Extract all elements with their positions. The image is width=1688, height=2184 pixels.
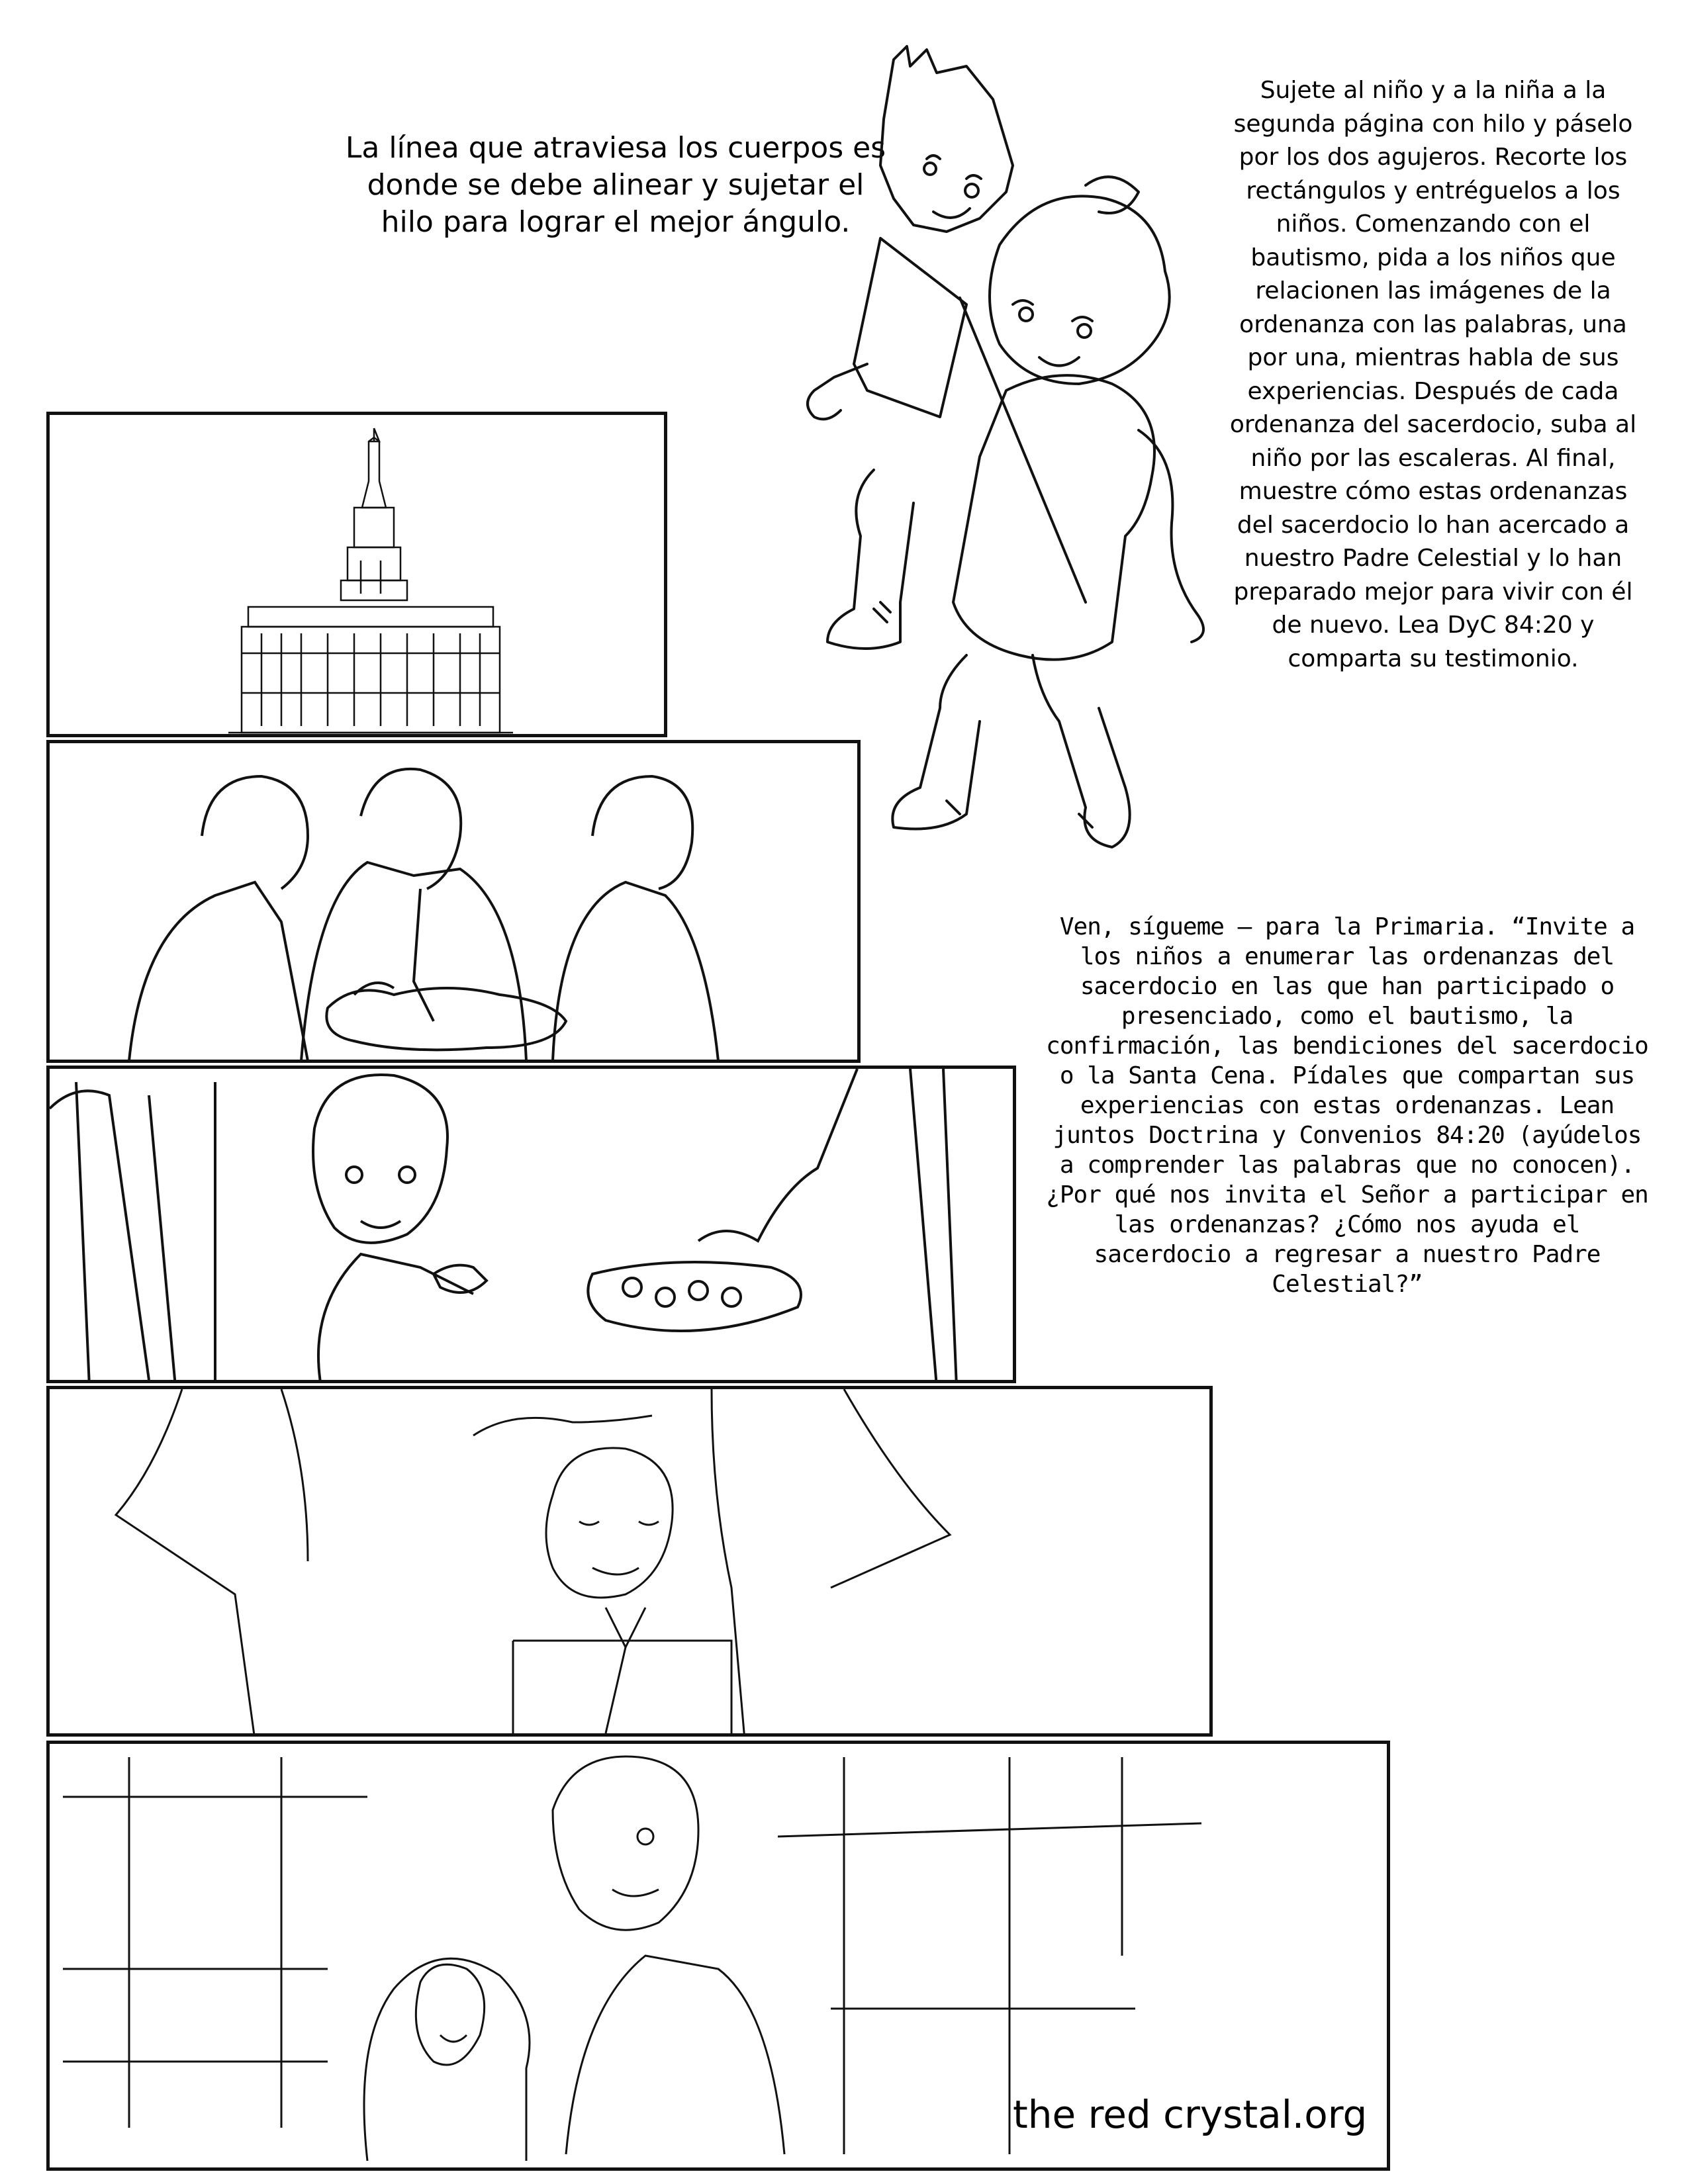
- panel-sacrament[interactable]: [46, 1066, 1016, 1383]
- site-credit: the red crystal.org: [1013, 2092, 1368, 2137]
- alignment-note: La línea que atraviesa los cuerpos es donde se debe alinear y sujetar el hilo para lograr el mejor ángulo.: [345, 131, 886, 239]
- primary-quote-text: Ven, sígueme – para la Primaria. “Invite a los niños a enumerar las ordenanzas del sacerdocio en las que han participado o presenciado, como el bautismo, la confirmación, las bendiciones del sacerdocio o la Santa Cena. Pídales que compartan sus experiencias con estas ordenanzas. Lean juntos Doctrina y Convenios 84:20 (ayúdelos a comprender las palabras que no conocen). ¿Por qué nos invita el Señor a participar en las ordenanzas? ¿Cómo nos ayuda el sacerdocio a regresar a nuestro Padre Celestial?”: [1046, 913, 1648, 1298]
- temple-drawing: [50, 415, 667, 737]
- panel-baby-blessing[interactable]: [46, 740, 861, 1063]
- panel-temple[interactable]: [46, 412, 667, 737]
- baby-blessing-drawing: [50, 743, 861, 1063]
- sacrament-drawing: [50, 1069, 1016, 1383]
- instructions-text: Sujete al niño y a la niña a la segunda página con hilo y páselo por los dos agujeros. Recorte los rectángulos y entréguelos a los niños. Comenzando con el bautismo, pida a los niños que relacionen las imágenes de la ordenanza con las palabras, una por una, mientras habla de sus experiencias. Después de cada ordenanza del sacerdocio, suba al niño por las escaleras. Al final, muestre cómo estas ordenanzas del sacerdocio lo han acercado a nuestro Padre Celestial y lo han preparado mejor para vivir con él de nuevo. Lea DyC 84:20 y comparta su testimonio.: [1229, 77, 1637, 672]
- priesthood-blessing-drawing: [50, 1389, 1213, 1737]
- panel-priesthood-blessing[interactable]: [46, 1386, 1213, 1737]
